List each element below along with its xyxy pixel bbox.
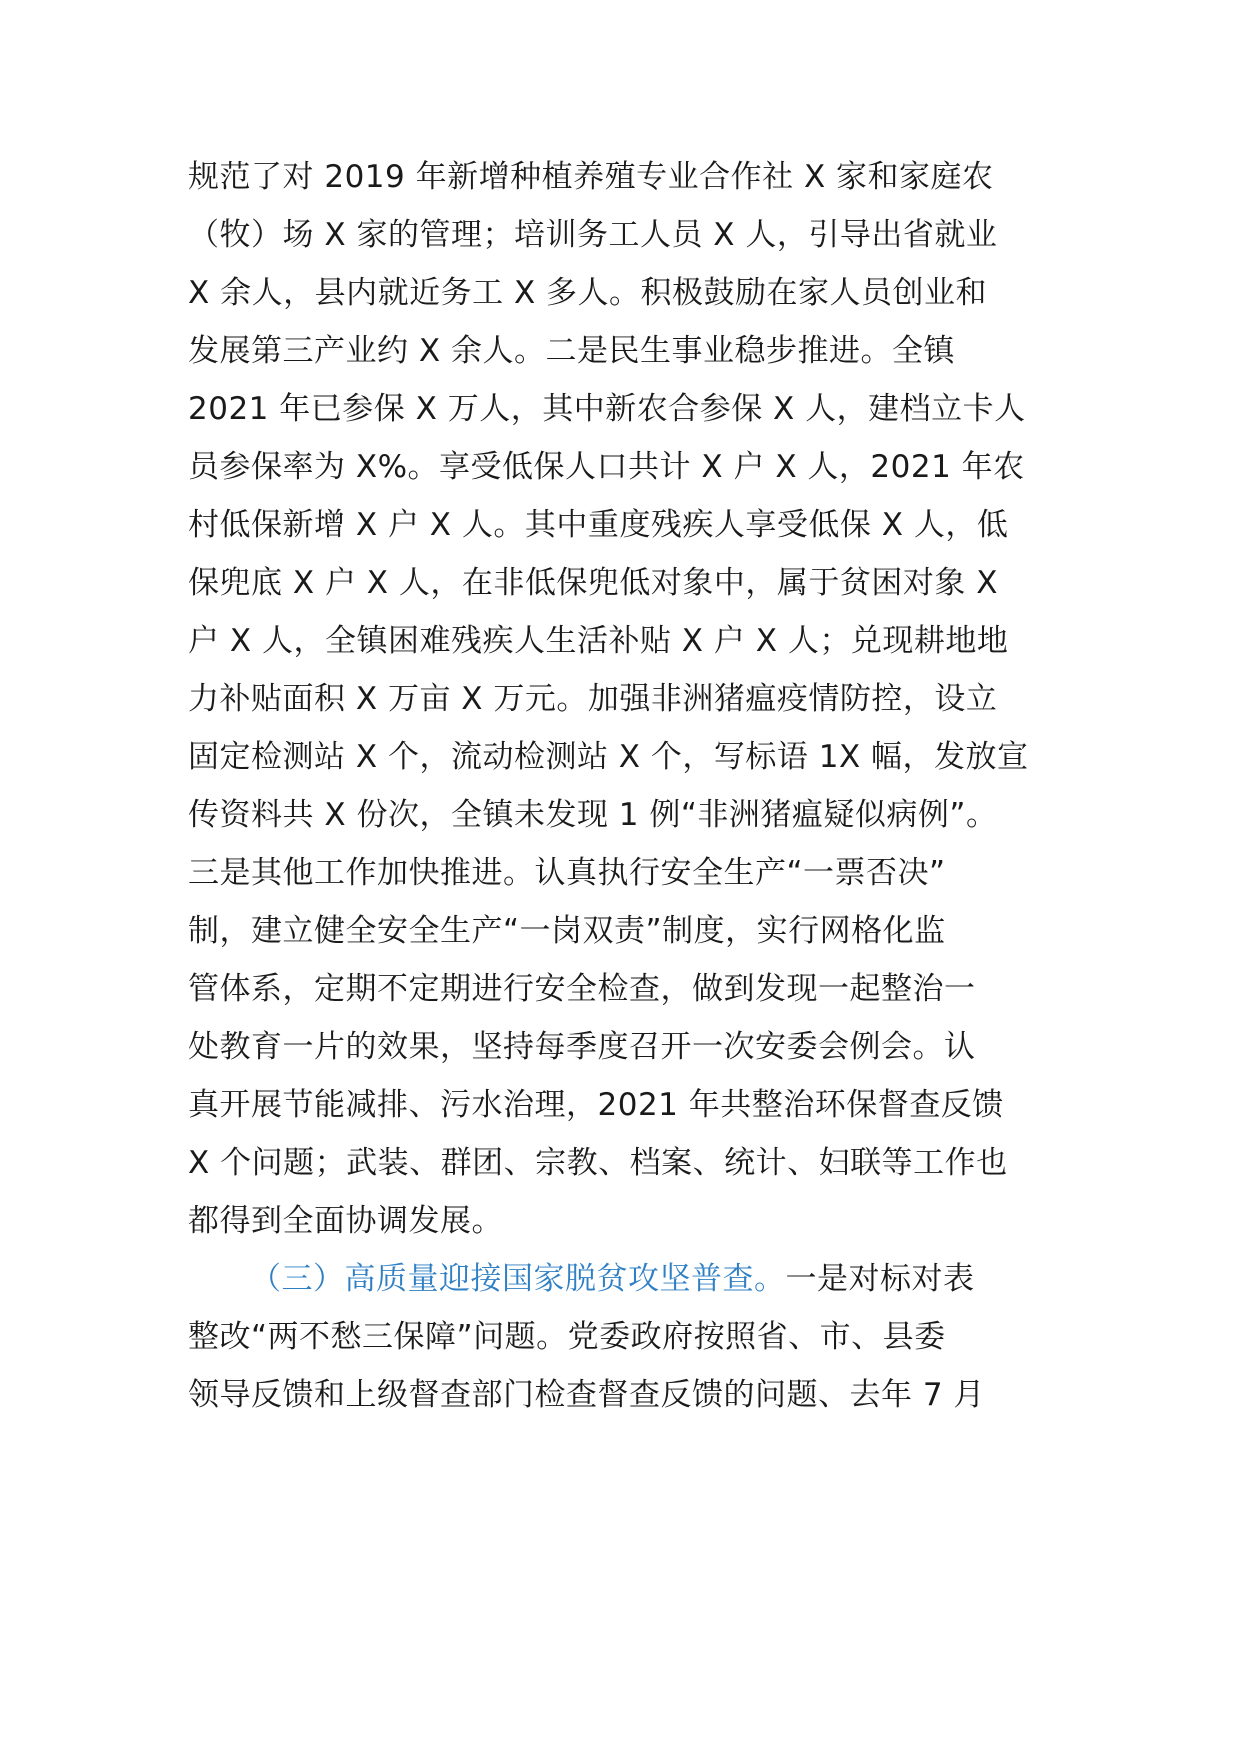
section-3-text: 一是对标对表 [785,1261,975,1297]
text-line: （牧）场 X 家的管理；培训务工人员 X 人，引导出省就业 [188,217,998,253]
text-line: 三是其他工作加快推进。认真执行安全生产“一票否决” [188,855,946,891]
text-line: 传资料共 X 份次，全镇未发现 1 例“非洲猪瘟疑似病例”。 [188,797,998,833]
text-line: X 余人，县内就近务工 X 多人。积极鼓励在家人员创业和 [188,275,988,311]
text-line: 管体系，定期不定期进行安全检查，做到发现一起整治一 [188,971,976,1007]
text-line: 员参保率为 X%。享受低保人口共计 X 户 X 人，2021 年农 [188,449,1025,485]
text-line: X 个问题；武装、群团、宗教、档案、统计、妇联等工作也 [188,1145,1008,1181]
text-line: 2021 年已参保 X 万人，其中新农合参保 X 人，建档立卡人 [188,391,1026,427]
text-line: 户 X 人，全镇困难残疾人生活补贴 X 户 X 人；兑现耕地地 [188,623,1009,659]
text-line: 整改“两不愁三保障”问题。党委政府按照省、市、县委 [188,1319,946,1355]
text-line: 村低保新增 X 户 X 人。其中重度残疾人享受低保 X 人，低 [188,507,1009,543]
text-line: 固定检测站 X 个，流动检测站 X 个，写标语 1X 幅，发放宣 [188,739,1029,775]
text-line: 发展第三产业约 X 余人。二是民生事业稳步推进。全镇 [188,333,955,369]
text-line: 领导反馈和上级督查部门检查督查反馈的问题、去年 7 月 [188,1377,985,1413]
section-heading: （三）高质量迎接国家脱贫攻坚普查。 [250,1261,786,1297]
text-line: 力补贴面积 X 万亩 X 万元。加强非洲猪瘟疫情防控，设立 [188,681,998,717]
section-3-first-line [250,1259,975,1299]
text-line: 真开展节能减排、污水治理，2021 年共整治环保督查反馈 [188,1087,1004,1123]
text-line: 保兜底 X 户 X 人，在非低保兜低对象中，属于贫困对象 X [188,565,998,601]
text-line: 处教育一片的效果，坚持每季度召开一次安委会例会。认 [188,1029,976,1065]
text-line: 规范了对 2019 年新增种植养殖专业合作社 X 家和家庭农 [188,159,994,195]
text-line: 制，建立健全安全生产“一岗双责”制度，实行网格化监 [188,913,946,949]
text-line: 都得到全面协调发展。 [188,1203,503,1239]
